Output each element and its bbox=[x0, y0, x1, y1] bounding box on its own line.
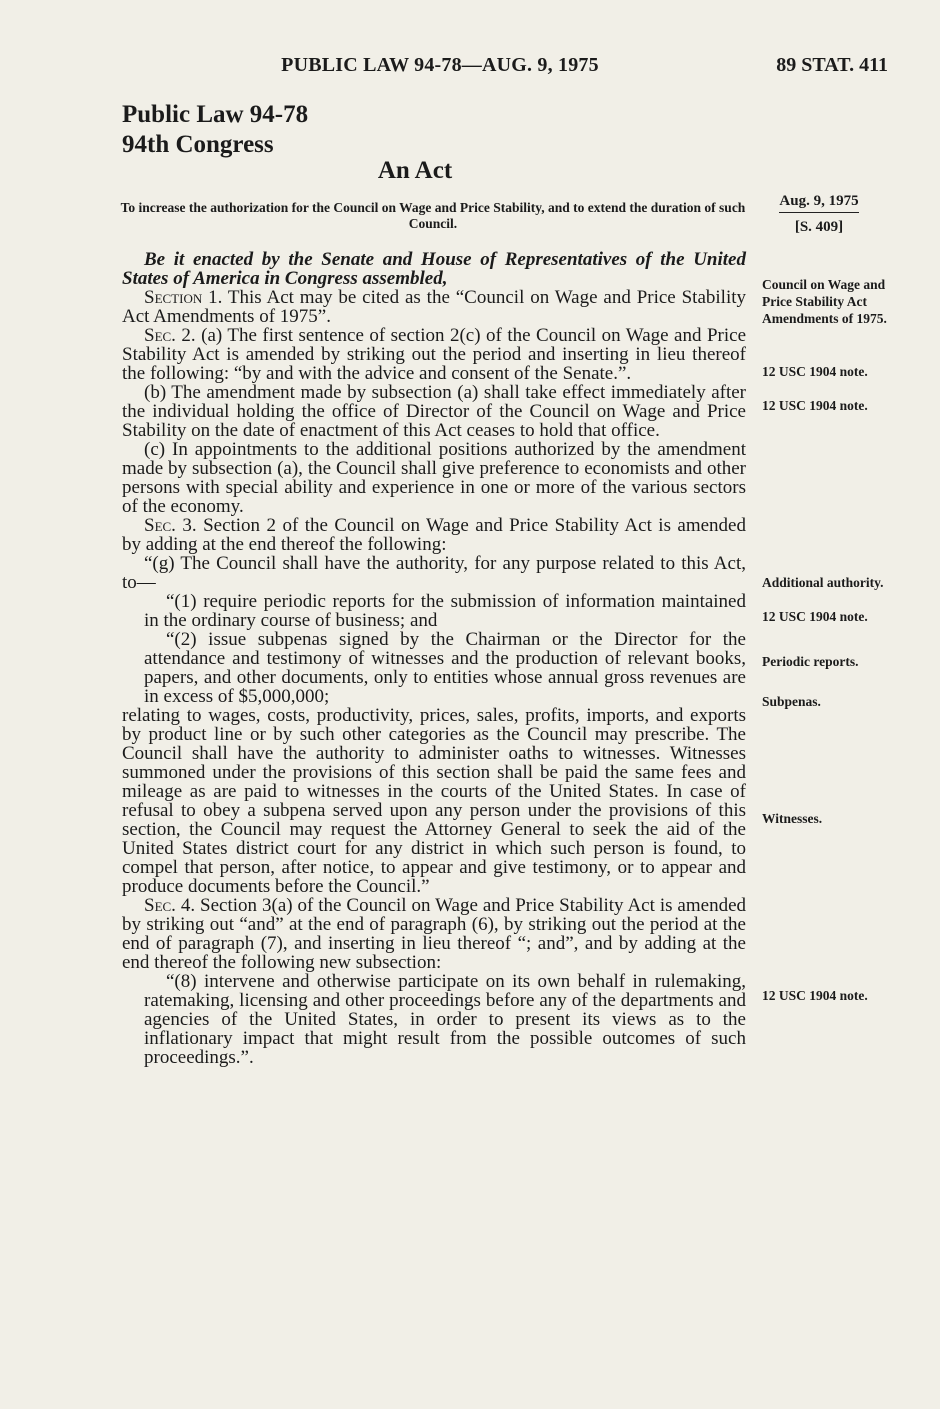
public-law-number: Public Law 94-78 bbox=[122, 101, 309, 128]
section-3 bbox=[122, 516, 746, 554]
margin-note-citation: 12 USC 1904 note. bbox=[762, 988, 868, 1003]
section-text: This Act may be cited as the “Council on Wage and Price Stability Act Amendments of 1975”. bbox=[122, 287, 747, 327]
margin-note-citation: 12 USC 1904 note. bbox=[762, 364, 868, 379]
section-label: Sec. 3. bbox=[144, 515, 197, 536]
section-4 bbox=[122, 896, 746, 972]
margin-note-witnesses: Witnesses. bbox=[762, 811, 823, 826]
margin-note-citation: 12 USC 1904 note. bbox=[762, 398, 868, 413]
section-label: Section 1. bbox=[144, 287, 223, 308]
congress-number: 94th Congress bbox=[122, 131, 274, 158]
section-label: Sec. 4. bbox=[144, 895, 196, 916]
statute-page-reference: 89 STAT. 411 bbox=[776, 54, 888, 76]
section-3g: “(g) The Council shall have the authority, for any purpose related to this Act, to— bbox=[122, 553, 746, 593]
margin-note-citation: 12 USC 1904 note. bbox=[762, 609, 868, 624]
running-header: PUBLIC LAW 94-78—AUG. 9, 1975 bbox=[281, 54, 599, 76]
act-body bbox=[122, 250, 746, 1067]
section-3g-paragraph-2: “(2) issue subpenas signed by the Chairman or the Director for the attendance and testimony of witnesses and the production of relevant books, papers, and other documents, only to entities whose annual gross revenues are in excess of $5,000,000; bbox=[144, 629, 746, 707]
section-2b: (b) The amendment made by subsection (a) shall take effect immediately after the individual holding the office of Director of the Council on Wage and Price Stability on the date of enactment of this Act ceases to hold that office. bbox=[122, 382, 746, 441]
section-text: (a) The first sentence of section 2(c) of the Council on Wage and Price Stability Act is amended by striking out the period and inserting in lieu thereof the following: “by and with the advice and consent of the Senate.”. bbox=[122, 325, 747, 384]
margin-note-subpenas: Subpenas. bbox=[762, 694, 821, 709]
bill-number: [S. 409] bbox=[794, 219, 844, 235]
act-heading: An Act bbox=[377, 157, 453, 184]
margin-note-periodic-reports: Periodic reports. bbox=[762, 654, 859, 669]
section-3g-paragraph-1: “(1) require periodic reports for the submission of information maintained in the ordinary course of business; and bbox=[144, 591, 746, 631]
enactment-date: Aug. 9, 1975 bbox=[779, 193, 858, 213]
section-2a bbox=[122, 326, 746, 383]
act-purpose: To increase the authorization for the Council on Wage and Price Stability, and to extend the duration of such Council. bbox=[120, 200, 746, 231]
enactment-reference bbox=[762, 193, 876, 236]
section-2c: (c) In appointments to the additional positions authorized by the amendment made by subsection (a), the Council shall give preference to economists and other persons with special ability and experience in one or more of the various sectors of the economy. bbox=[122, 439, 746, 517]
section-1 bbox=[122, 288, 746, 326]
section-3-continuation: relating to wages, costs, productivity, prices, sales, profits, imports, and exports by product line or by such other categories as the Council may prescribe. The Council shall have the authority to administer oaths to witnesses. Witnesses summoned under the provisions of this section shall be paid the same fees and mileage as are paid to witnesses in the courts of the United States. In case of refusal to obey a subpena served upon any person under the provisions of this section, the Council may request the Attorney General to seek the aid of the United States district court for any district in which such person is found, to compel that person, after notice, to appear and give testimony, or to appear and produce documents before the Council.” bbox=[122, 705, 746, 897]
section-label: Sec. 2. bbox=[144, 325, 196, 346]
margin-note-additional-authority: Additional authority. bbox=[762, 575, 884, 590]
section-text: Section 2 of the Council on Wage and Price Stability Act is amended by adding at the end thereof the following: bbox=[122, 515, 746, 555]
enacting-clause: Be it enacted by the Senate and House of Representatives of the United States of America in Congress assembled, bbox=[122, 249, 746, 289]
margin-note-short-title: Council on Wage and Price Stability Act Amendments of 1975. bbox=[762, 277, 887, 326]
section-4-paragraph-8: “(8) intervene and otherwise participate on its own behalf in rulemaking, ratemaking, licensing and other proceedings before any of the departments and agencies of the United States, in order to present its views as to the inflationary impact that might result from the possible outcomes of such proceedings.”. bbox=[144, 971, 746, 1068]
section-text: Section 3(a) of the Council on Wage and Price Stability Act is amended by striking out “and” at the end of paragraph (6), by striking out the period at the end of paragraph (7), and inserting in lieu thereof “; and”, and by adding at the end thereof the following new subsection: bbox=[122, 895, 747, 973]
